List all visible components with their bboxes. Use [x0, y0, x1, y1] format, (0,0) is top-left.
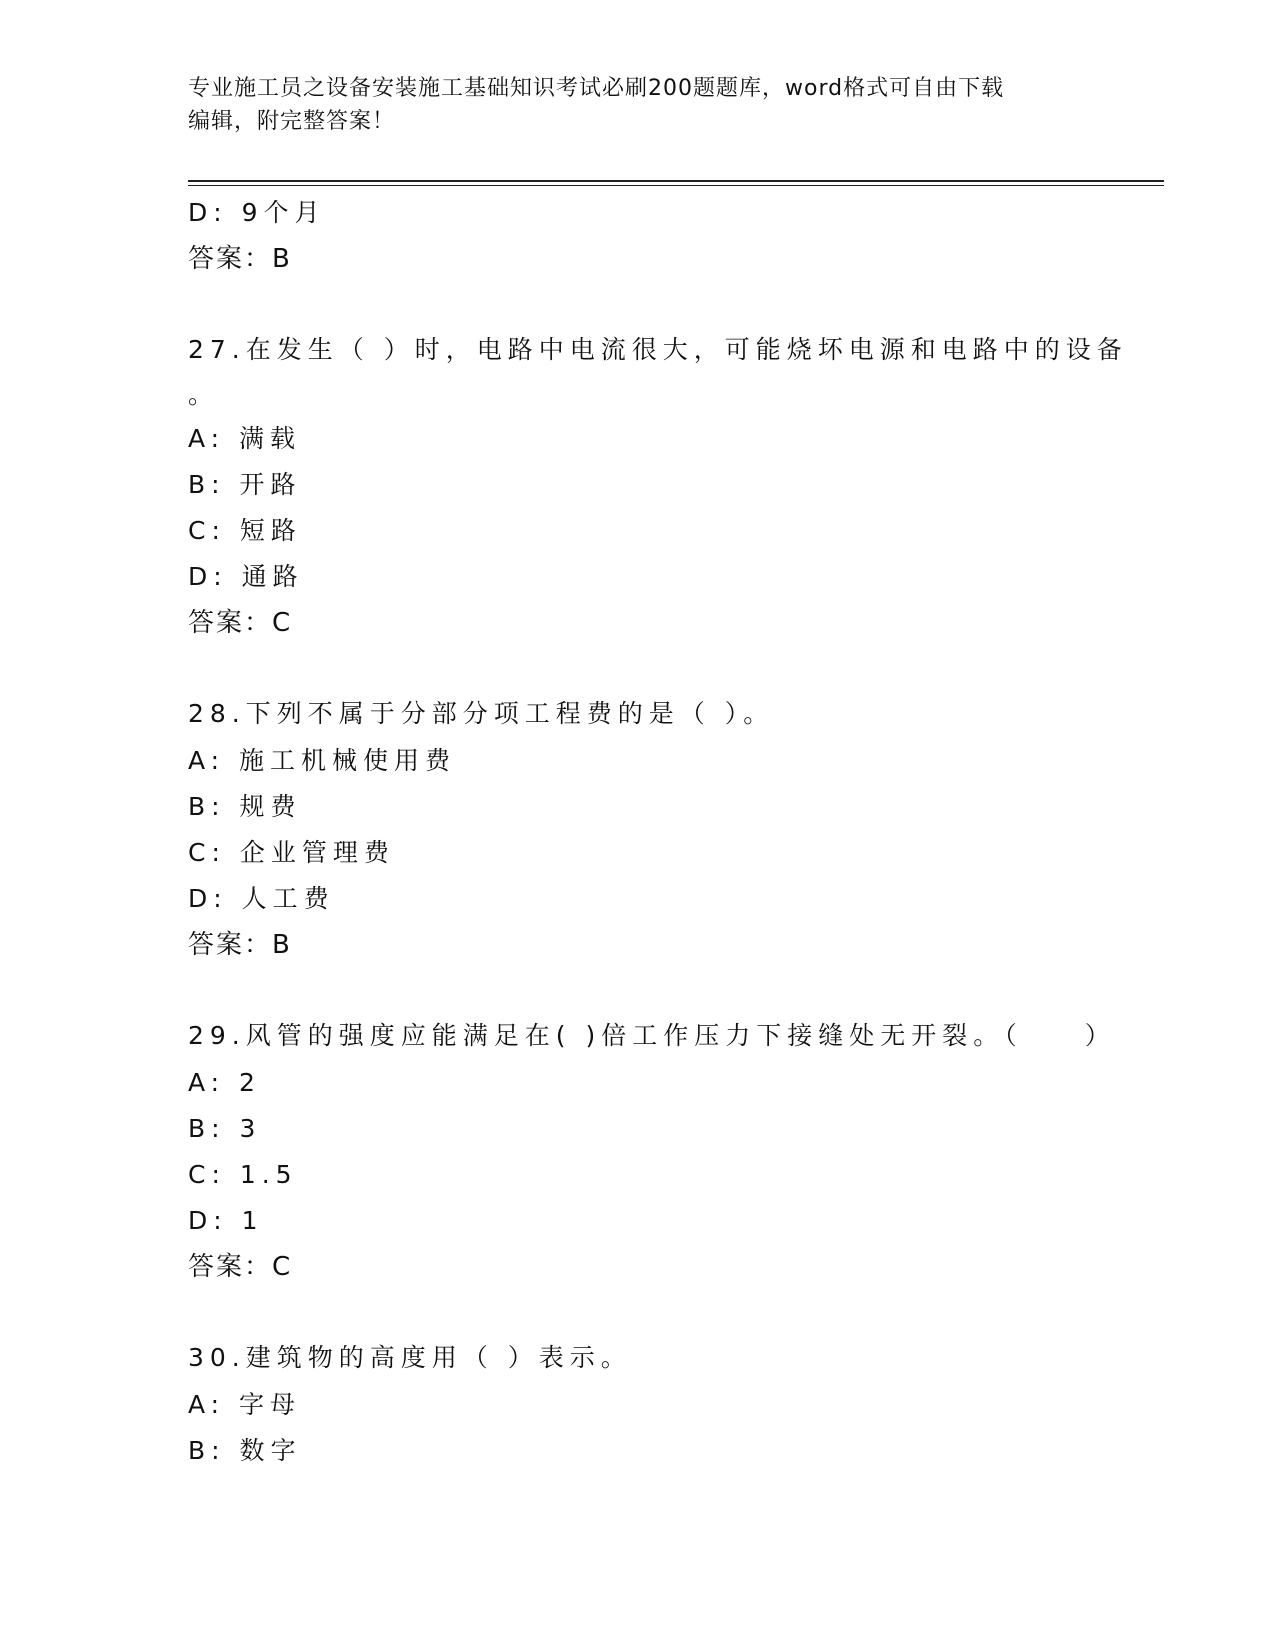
- option-d: D: 1: [188, 1206, 264, 1235]
- spacer: [188, 968, 1128, 1012]
- option-d: D: 9个月: [188, 198, 326, 227]
- header-divider-thin: [188, 185, 1164, 186]
- header-title-line-1: 专业施工员之设备安装施工基础知识考试必刷200题题库，word格式可自由下载: [188, 76, 1005, 101]
- answer: 答案：B: [188, 244, 292, 274]
- option-d: D: 人工费: [188, 884, 335, 913]
- document-body: [188, 190, 1128, 1474]
- option-a: A: 字母: [188, 1390, 302, 1419]
- document-header: [188, 72, 1088, 138]
- question-stem: 27.在发生（ ）时，电路中电流很大，可能烧坏电源和电路中的设备: [188, 335, 1128, 364]
- option-b: B: 规费: [188, 792, 302, 821]
- question-stem: 29.风管的强度应能满足在( )倍工作压力下接缝处无开裂。（ ）: [188, 1021, 1116, 1050]
- option-a: A: 2: [188, 1068, 261, 1097]
- option-c: C: 短路: [188, 516, 302, 545]
- question-29: [188, 1012, 1128, 1290]
- answer: 答案：B: [188, 930, 292, 960]
- question-stem: 28.下列不属于分部分项工程费的是（ ）。: [188, 699, 775, 728]
- spacer: [188, 646, 1128, 690]
- option-c: C: 企业管理费: [188, 838, 395, 867]
- spacer: [188, 282, 1128, 326]
- header-title-line-2: 编辑，附完整答案！: [188, 109, 396, 134]
- header-divider-thick: [188, 180, 1164, 182]
- question-stem-continuation: 。: [188, 380, 220, 409]
- option-a: A: 施工机械使用费: [188, 746, 457, 775]
- spacer: [188, 1290, 1128, 1334]
- answer: 答案：C: [188, 608, 293, 638]
- question-30: [188, 1334, 1128, 1474]
- option-c: C: 1.5: [188, 1160, 298, 1189]
- question-28: [188, 690, 1128, 968]
- question-26-tail: [188, 190, 1128, 282]
- option-d: D: 通路: [188, 562, 304, 591]
- option-a: A: 满载: [188, 424, 302, 453]
- option-b: B: 数字: [188, 1436, 302, 1465]
- question-stem: 30.建筑物的高度用（ ）表示。: [188, 1343, 632, 1372]
- option-b: B: 3: [188, 1114, 262, 1143]
- option-b: B: 开路: [188, 470, 302, 499]
- question-27: [188, 326, 1128, 646]
- answer: 答案：C: [188, 1252, 293, 1282]
